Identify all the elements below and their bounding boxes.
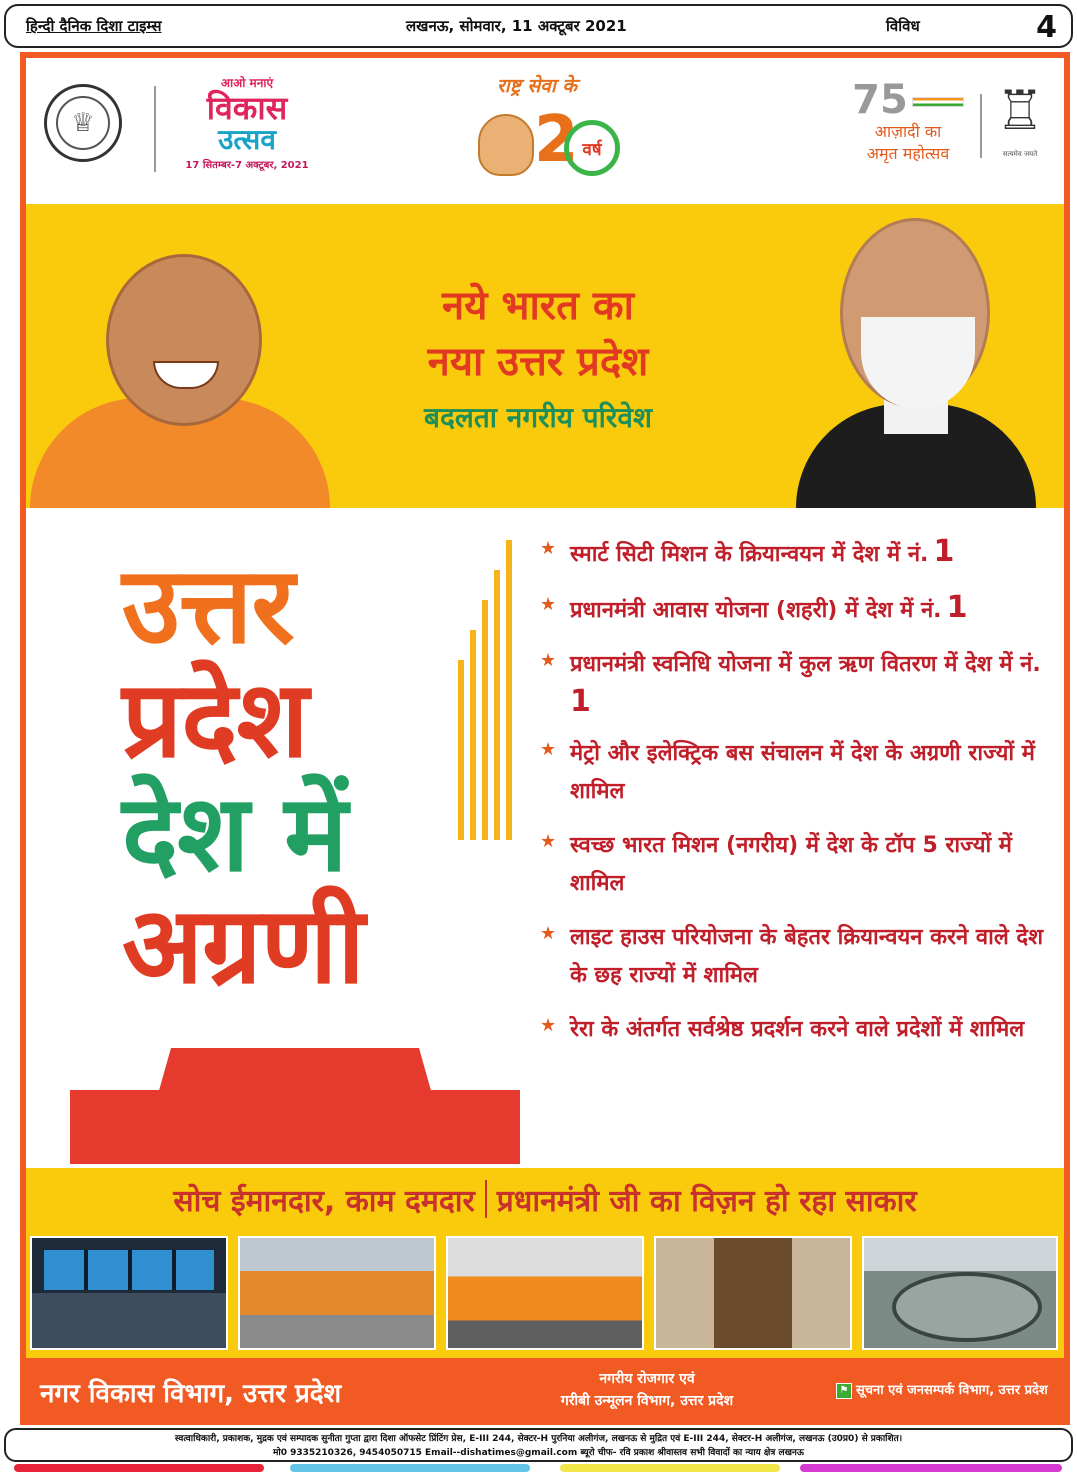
section-name: विविध xyxy=(886,17,920,35)
imprint-line1: स्वत्वाधिकारी, प्रकाशक, मुद्रक एवं सम्पादक सुनीता गुप्ता द्वारा दिशा ऑफसेट प्रिंटिंग प्रेस, E-III 244, सेक्टर-H पुरनिया अलीगंज, लखनऊ से मुद्रित एवं E-III 244, सेक्टर-H अलीगंज, लखनऊ (उ0प्र0) से प्रकाशित। xyxy=(174,1434,903,1444)
leaders-banner xyxy=(26,204,1064,508)
star-bullet-icon: ★ xyxy=(540,594,557,615)
slogan-divider xyxy=(485,1180,487,1218)
dateline: लखनऊ, सोमवार, 11 अक्टूबर 2021 xyxy=(406,17,627,35)
portrait-icon xyxy=(478,114,534,176)
tricolor-flag-icon xyxy=(912,97,964,107)
face-icon xyxy=(840,218,990,408)
up-government-seal-icon xyxy=(44,84,122,162)
headline-pradesh: प्रदेश xyxy=(122,658,308,781)
achievement-text: स्वच्छ भारत मिशन (नगरीय) में देश के टॉप 5 राज्यों में शामिल xyxy=(570,833,1012,896)
control-room-photo xyxy=(30,1236,228,1350)
star-bullet-icon: ★ xyxy=(540,739,557,760)
list-item xyxy=(536,646,1056,719)
face-icon xyxy=(106,254,262,426)
list-item xyxy=(536,1011,1056,1049)
achievements-section xyxy=(26,508,1064,1168)
star-bullet-icon: ★ xyxy=(540,538,557,559)
azadi-line1: आज़ादी का xyxy=(874,122,942,141)
color-registration-strip xyxy=(560,1464,780,1472)
clarifier-tank xyxy=(892,1272,1042,1342)
achievement-text: रेरा के अंतर्गत सर्वश्रेष्ठ प्रदर्शन करने वाले प्रदेशों में शामिल xyxy=(570,1017,1025,1042)
list-item xyxy=(536,735,1056,811)
rising-bar xyxy=(482,600,488,840)
list-item xyxy=(536,590,1056,630)
prime-minister-portrait xyxy=(796,218,1036,508)
photo-strip xyxy=(26,1230,1064,1358)
rashtra-seva-logo xyxy=(442,72,632,192)
azadi-amrit-mahotsav-logo xyxy=(838,77,978,170)
star-bullet-icon: ★ xyxy=(540,1015,557,1036)
department-footer xyxy=(26,1358,1064,1425)
page-number: 4 xyxy=(1036,10,1057,45)
chief-minister-portrait xyxy=(30,248,330,508)
lion-capital-icon: ♖ xyxy=(995,79,1045,142)
government-advertisement xyxy=(20,52,1070,1425)
poverty-alleviation-dept xyxy=(532,1368,762,1412)
metro-train-photo xyxy=(238,1236,436,1350)
banner-title-line1: नये भारत का xyxy=(442,283,634,329)
azadi-number: 75 xyxy=(852,77,908,123)
electric-bus-photo xyxy=(446,1236,644,1350)
info-dept-logo-icon: ⚑ xyxy=(836,1383,852,1399)
newspaper-name: हिन्दी दैनिक दिशा टाइम्स xyxy=(26,17,162,35)
water-treatment-photo xyxy=(862,1236,1058,1350)
vikas-tagline: आओ मनाएं xyxy=(220,76,274,90)
list-item xyxy=(536,919,1056,995)
banner-subtitle: बदलता नगरीय परिवेश xyxy=(423,401,652,434)
logo-divider xyxy=(980,94,982,158)
vikas-utsav-logo xyxy=(172,74,322,184)
smile-icon xyxy=(153,361,219,389)
rising-bar xyxy=(470,630,476,840)
dept-sub-line2: गरीबी उन्मूलन विभाग, उत्तर प्रदेश xyxy=(560,1393,734,1409)
urban-development-dept: नगर विकास विभाग, उत्तर प्रदेश xyxy=(40,1379,342,1409)
rising-bar xyxy=(506,540,512,840)
emblem-motto: सत्यमेव जयते xyxy=(1002,150,1038,158)
vikas-dates: 17 सितम्बर-7 अक्टूबर, 2021 xyxy=(185,160,309,171)
color-registration-strip xyxy=(290,1464,530,1472)
headline-uttar: उत्तर xyxy=(122,544,294,667)
star-bullet-icon: ★ xyxy=(540,650,557,671)
star-bullet-icon: ★ xyxy=(540,831,557,852)
utsav-word: उत्सव xyxy=(218,123,276,156)
headline-agrani: अग्रणी xyxy=(122,884,364,1007)
rank-number: 1 xyxy=(933,534,955,569)
logo-divider xyxy=(154,86,156,172)
podium-top xyxy=(140,1048,450,1092)
achievement-text: प्रधानमंत्री आवास योजना (शहरी) में देश में नं. xyxy=(570,598,942,623)
print-line xyxy=(4,1428,1073,1462)
achievement-list xyxy=(536,534,1056,1065)
seva-number: 2 xyxy=(534,103,579,177)
rising-bar xyxy=(458,660,464,840)
vikas-word: विकास xyxy=(206,89,288,127)
achievement-text: मेट्रो और इलेक्ट्रिक बस संचालन में देश के अग्रणी राज्यों में शामिल xyxy=(570,741,1035,804)
seva-ring-badge xyxy=(564,120,620,176)
headline-desh-mein: देश में xyxy=(122,772,347,895)
imprint-line2: मो0 9335210326, 9454050715 Email--dishatimes@gmail.com ब्यूरो चीफ- रवि प्रकाश श्रीवास्तव सभी विवादों का न्याय क्षेत्र लखनऊ xyxy=(273,1448,804,1458)
star-bullet-icon: ★ xyxy=(540,923,557,944)
white-beard xyxy=(861,317,975,409)
rising-bars-graphic xyxy=(458,540,514,840)
fish-bow-emblem-icon: ♕ xyxy=(56,96,110,150)
achievement-text: लाइट हाउस परियोजना के बेहतर क्रियान्वयन करने वाले देश के छह राज्यों में शामिल xyxy=(570,925,1044,988)
slogan-strip xyxy=(26,1168,1064,1230)
banner-title-line2: नया उत्तर प्रदेश xyxy=(427,339,649,385)
information-dept-credit xyxy=(836,1380,1048,1399)
azadi-line2: अमृत महोत्सव xyxy=(866,144,950,163)
color-registration-strip xyxy=(14,1464,264,1472)
seva-title: राष्ट्र सेवा के xyxy=(497,75,577,97)
rank-number: 1 xyxy=(570,684,591,719)
list-item xyxy=(536,534,1056,574)
ashoka-emblem xyxy=(992,72,1048,172)
dept-sub-line1: नगरीय रोजगार एवं xyxy=(599,1371,695,1387)
monitor-wall xyxy=(44,1250,214,1290)
newspaper-masthead xyxy=(4,4,1073,48)
housing-beneficiaries-photo xyxy=(654,1236,852,1350)
rank-number: 1 xyxy=(946,590,968,625)
color-registration-strip xyxy=(800,1464,1062,1472)
logo-band xyxy=(26,58,1064,204)
slogan-left: सोच ईमानदार, काम दमदार xyxy=(173,1183,475,1219)
list-item xyxy=(536,827,1056,903)
rising-bar xyxy=(494,570,500,840)
podium-base xyxy=(70,1090,520,1164)
achievement-text: स्मार्ट सिटी मिशन के क्रियान्वयन में देश में नं. xyxy=(570,542,929,567)
slogan-right: प्रधानमंत्री जी का विज़न हो रहा साकार xyxy=(496,1183,917,1219)
info-dept-name: सूचना एवं जनसम्पर्क विभाग, उत्तर प्रदेश xyxy=(856,1383,1048,1398)
achievement-text: प्रधानमंत्री स्वनिधि योजना में कुल ऋण वितरण में देश में नं. xyxy=(570,652,1041,677)
seva-unit: वर्ष xyxy=(582,139,602,160)
